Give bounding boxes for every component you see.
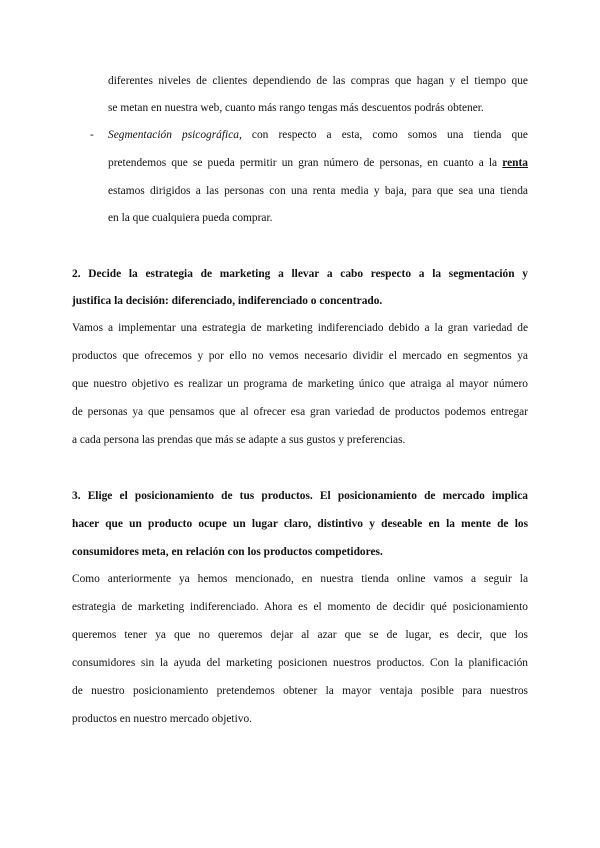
- section3-body-line-1: Como anteriormente ya hemos mencionado, en nuestra tienda online vamos a seguir la: [72, 573, 528, 585]
- section3-heading-line-1: 3. Elige el posicionamiento de tus productos. El posicionamiento de mercado implica: [72, 490, 528, 502]
- section3-body-line-2: estrategia de marketing indiferenciado. Ahora es el momento de decidir qué posicionamiento: [72, 601, 528, 613]
- renta-keyword: renta: [502, 157, 528, 169]
- section3-heading-line-3: consumidores meta, en relación con los productos competidores.: [72, 546, 383, 558]
- bullet-psicografica-line-3: estamos dirigidos a las personas con una renta media y baja, para que sea una tienda: [108, 185, 528, 197]
- section3-heading-line-2: hacer que un producto ocupe un lugar claro, distintivo y deseable en la mente de los: [72, 518, 528, 530]
- section2-body-line-2: productos que ofrecemos y por ello no vemos necesario dividir el mercado en segmentos ya: [72, 350, 528, 362]
- section2-heading-line-1: 2. Decide la estrategia de marketing a llevar a cabo respecto a la segmentación y: [72, 268, 528, 280]
- bullet-psicografica-line-2: [108, 156, 528, 170]
- section2-body-line-3: que nuestro objetivo es realizar un programa de marketing único que atraiga al mayor número: [72, 378, 528, 390]
- bullet-line1-rest: , con respecto a esta, como somos una tienda que: [238, 129, 528, 141]
- section2-heading-line-2: justifica la decisión: diferenciado, indiferenciado o concentrado.: [72, 295, 383, 307]
- bullet-dash: -: [90, 129, 94, 141]
- section3-body-line-5: de nuestro posicionamiento pretendemos obtener la mayor ventaja posible para nuestros: [72, 685, 528, 697]
- bullet-psicografica-line-4: en la que cualquiera pueda comprar.: [108, 212, 273, 224]
- list-continued-line-2: se metan en nuestra web, cuanto más rango tengas más descuentos podrás obtener.: [108, 102, 484, 114]
- section3-body-line-6: productos en nuestro mercado objetivo.: [72, 713, 252, 725]
- section2-body-line-1: Vamos a implementar una estrategia de marketing indiferenciado debido a la gran variedad de: [72, 322, 528, 334]
- section2-body-line-5: a cada persona las prendas que más se adapte a sus gustos y preferencias.: [72, 434, 406, 446]
- list-continued-line-1: diferentes niveles de clientes dependiendo de las compras que hagan y el tiempo que: [108, 75, 528, 87]
- section3-body-line-4: consumidores sin la ayuda del marketing posicionen nuestros productos. Con la planificación: [72, 657, 528, 669]
- bullet-line2-text: pretendemos que se pueda permitir un gran número de personas, en cuanto a la: [108, 157, 498, 169]
- bullet-psicografica-line-1: [108, 128, 528, 142]
- section2-body-line-4: de personas ya que pensamos que al ofrecer esa gran variedad de productos podemos entregar: [72, 406, 528, 418]
- section3-body-line-3: queremos tener ya que no queremos dejar al azar que se de lugar, es decir, que los: [72, 629, 528, 641]
- bullet-term: Segmentación psicográfica: [108, 129, 239, 141]
